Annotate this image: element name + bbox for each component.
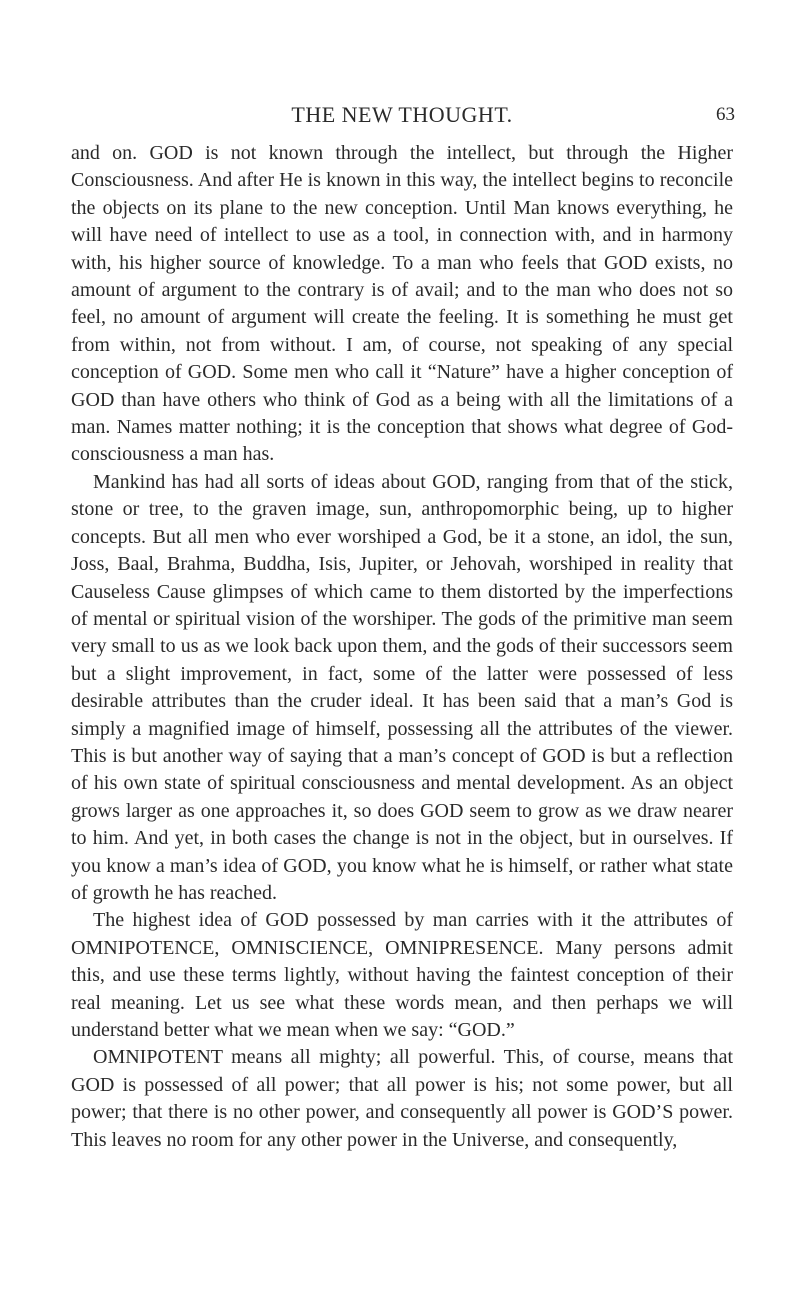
body-text xyxy=(71,140,733,1154)
page-number: 63 xyxy=(716,104,735,125)
paragraph-omnipotent: OMNIPOTENT means all mighty; all powerful. This, of course, means that GOD is possessed of all power; that all power is his; not some power, but all power; that there is no other power, and consequently all power is GOD’S power. This leaves no room for any other power in the Universe, and consequently, xyxy=(71,1046,733,1151)
running-head xyxy=(71,92,733,140)
running-title: THE NEW THOUGHT. xyxy=(291,102,513,127)
paragraph-continued: and on. GOD is not known through the intellect, but through the Higher Consciousness. And after He is known in this way, the intellect begins to reconcile the objects on its plane to the new conception. Until Man knows everything, he will have need of intellect to use as a tool, in connection with, and in harmony with, his higher source of knowledge. To a man who feels that GOD exists, no amount of argument to the contrary is of avail; and to the man who does not so feel, no amount of argument will create the feeling. It is something he must get from within, not from without. I am, of course, not speaking of any special conception of GOD. Some men who call it “Nature” have a higher conception of GOD than have others who think of God as a being with all the limitations of a man. Names matter nothing; it is the conception that shows what degree of God-consciousness a man has. xyxy=(71,142,733,466)
book-page xyxy=(71,92,733,1154)
paragraph-mankind-ideas: Mankind has had all sorts of ideas about GOD, ranging from that of the stick, stone or tree, to the graven image, sun, anthropomorphic being, up to higher concepts. But all men who ever worshiped a God, be it a stone, an idol, the sun, Joss, Baal, Brahma, Buddha, Isis, Jupiter, or Jehovah, worshiped in reality that Causeless Cause glimpses of which came to them distorted by the imperfections of mental or spiritual vision of the worshiper. The gods of the primitive man seem very small to us as we look back upon them, and the gods of their successors seem but a slight improvement, in fact, some of the latter were possessed of less desirable attributes than the cruder ideal. It has been said that a man’s God is simply a magnified image of himself, possessing all the attributes of the viewer. This is but another way of saying that a man’s concept of GOD is but a reflection of his own state of spiritual consciousness and mental development. As an object grows larger as one approaches it, so does GOD seem to grow as we draw nearer to him. And yet, in both cases the change is not in the object, but in ourselves. If you know a man’s idea of GOD, you know what he is himself, or rather what state of growth he has reached. xyxy=(71,470,733,904)
paragraph-highest-idea: The highest idea of GOD possessed by man carries with it the attributes of OMNIPOTENCE, OMNISCIENCE, OMNIPRESENCE. Many persons admit this, and use these terms lightly, without having the faintest conception of their real meaning. Let us see what these words mean, and then perhaps we will understand better what we mean when we say: “GOD.” xyxy=(71,909,733,1041)
